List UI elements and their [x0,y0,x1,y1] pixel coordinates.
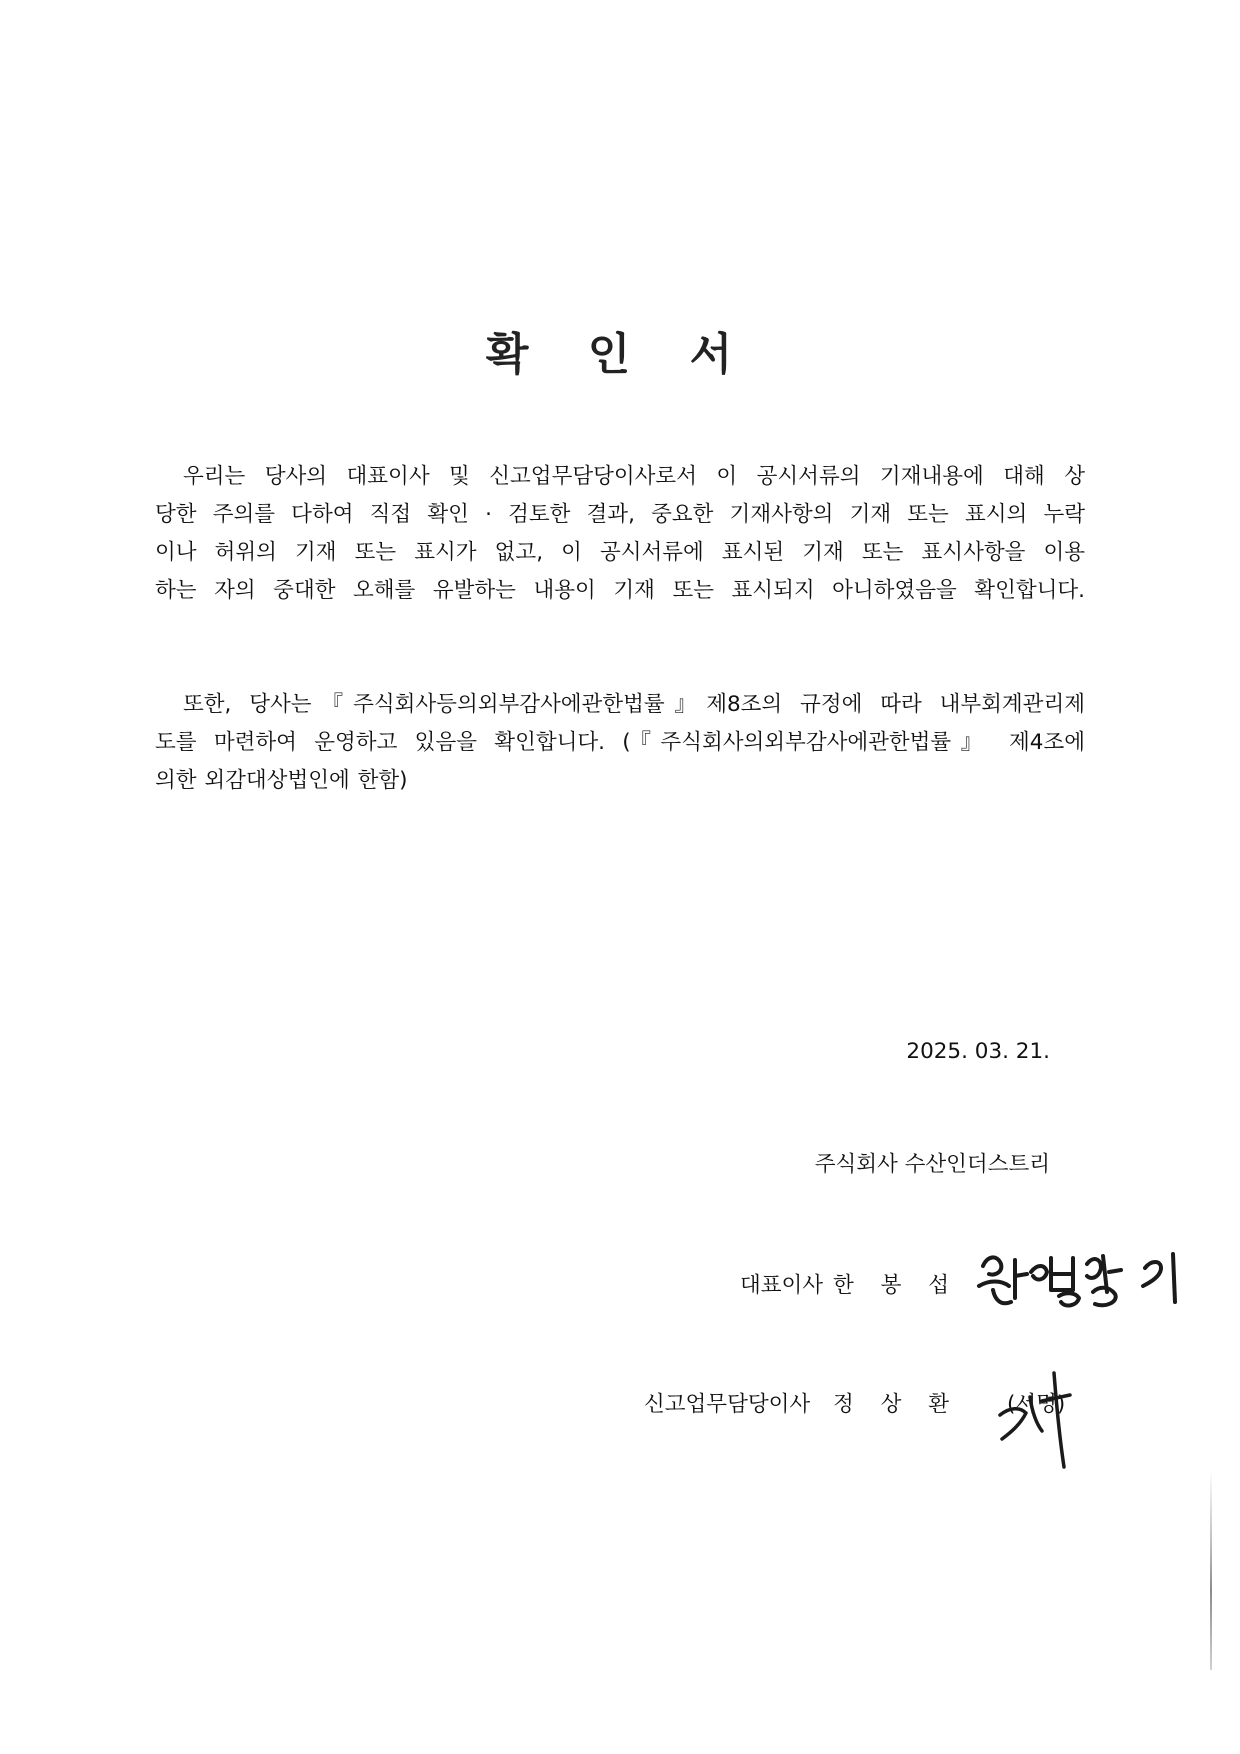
handwritten-signature-officer [990,1367,1100,1487]
signatory-name: 한 봉 섭 [833,1273,959,1298]
ceo-signature-row [0,1268,1240,1328]
confirmation-paragraph [155,458,1085,610]
paragraph-line: 이나 허위의 기재 또는 표시가 없고, 이 공시서류에 표시된 기재 또는 표시사항을 이용 [155,540,1085,565]
scan-edge-mark [1210,1470,1212,1670]
document-date: 2025. 03. 21. [906,1039,1050,1064]
signatory-role: 대표이사 [740,1273,824,1298]
handwritten-signature-ceo [975,1246,1205,1316]
sign-label: (서명) [1007,1392,1066,1417]
document-title: 확 인 서 [485,329,755,380]
officer-signature-row [0,1387,1240,1447]
paragraph-line: 우리는 당사의 대표이사 및 신고업무담당이사로서 이 공시서류의 기재내용에 대해 상 [183,464,1085,489]
paragraph-line: 의한 외감대상법인에 한함) [155,768,408,793]
internal-control-paragraph [155,686,1085,800]
signatory-role: 신고업무담당이사 [644,1392,811,1417]
company-name: 주식회사 수산인더스트리 [814,1152,1050,1177]
paragraph-line: 또한, 당사는『주식회사등의외부감사에관한법률』제8조의 규정에 따라 내부회계관리제 [183,692,1085,717]
paragraph-line: 도를 마련하여 운영하고 있음을 확인합니다. (『주식회사의외부감사에관한법률』 제4조에 [155,730,1085,755]
signatory-name: 정 상 환 [833,1392,959,1417]
paragraph-line: 당한 주의를 다하여 직접 확인 · 검토한 결과, 중요한 기재사항의 기재 또는 표시의 누락 [155,502,1085,527]
paragraph-line: 하는 자의 중대한 오해를 유발하는 내용이 기재 또는 표시되지 아니하였음을 확인합니다. [155,578,1085,603]
